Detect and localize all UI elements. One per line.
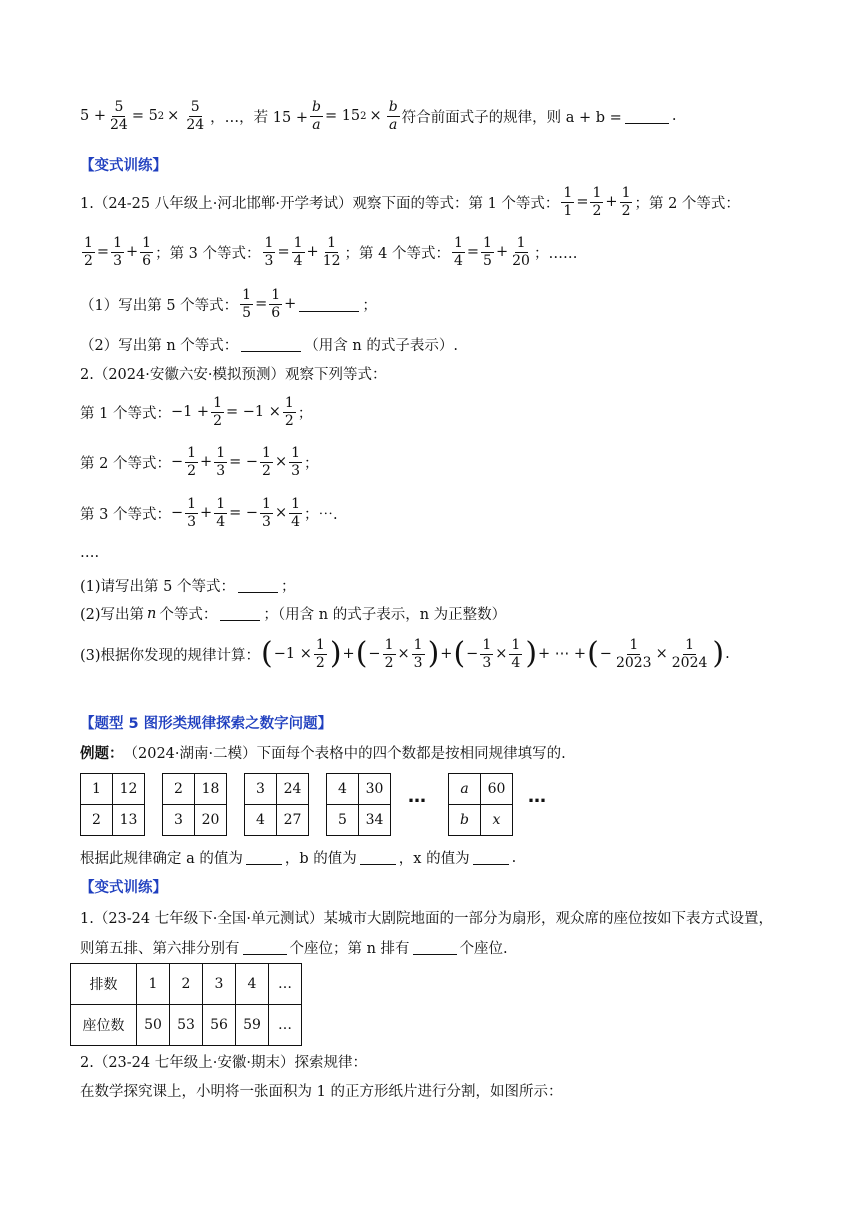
answer-blank[interactable]: [241, 337, 301, 352]
answer-blank[interactable]: [299, 297, 359, 312]
problem-1-line-1: 1.（24-25 八年级上·河北邯郸·开学考试）观察下面的等式：第 1 个等式： $\frac{1}{1}$ = $\frac{1}{2}$ + $\frac{1}{2}$ ；第 2 个等式：: [80, 185, 740, 219]
answer-blank[interactable]: [625, 109, 669, 124]
answer-blank[interactable]: [360, 850, 396, 865]
equation-line-1: 5 + $\frac{5}{24}$ = 5 2 × $\frac{5}{24}$ ，…，若 15 + $\frac{b}{a}$ = 15 2 × $\frac{b}{a}$ 符合前面式子的规律，则 a + b = .: [80, 99, 677, 133]
fraction: $\frac{5}{24}$: [109, 99, 128, 133]
fraction: $\frac{5}{24}$: [186, 99, 205, 133]
answer-blank[interactable]: [413, 940, 457, 955]
problem-1-question-1: （1）写出第 5 个等式： $\frac{1}{5}$ = $\frac{1}{6}$ + ；: [80, 287, 377, 321]
number-table-4: 4 30 5 34: [326, 773, 391, 836]
ellipsis: …: [408, 786, 427, 807]
answer-blank[interactable]: [246, 850, 282, 865]
number-table-2: 2 18 3 20: [162, 773, 227, 836]
fraction: $\frac{b}{a}$: [388, 99, 398, 133]
text: 5 +: [80, 108, 106, 125]
section-heading: 【变式训练】: [80, 880, 167, 896]
answer-blank[interactable]: [238, 578, 278, 593]
number-table-1: 1 12 2 13: [80, 773, 145, 836]
text: = 5: [131, 108, 158, 125]
example-intro: 例题： （2024·湖南·二模）下面每个表格中的四个数都是按相同规律填写的.: [80, 745, 566, 762]
problem-2-question-2: (2)写出第 n 个等式： ；（用含 n 的式子表示，n 为正整数）: [80, 605, 507, 623]
problem-4-line-1: 2.（23-24 七年级上·安徽·期末）探索规律：: [80, 1055, 367, 1071]
problem-3-line-1: 1.（23-24 七年级下·全国·单元测试）某城市大剧院地面的一部分为扇形，观众席的座位按如下表方式设置，: [80, 911, 773, 927]
ellipsis: …: [528, 786, 547, 807]
problem-2-dots: ….: [80, 545, 100, 561]
section-heading: 【题型 5 图形类规律探索之数字问题】: [80, 716, 333, 732]
problem-2-intro: 2.（2024·安徽六安·模拟预测）观察下列等式：: [80, 367, 387, 383]
problem-4-line-2: 在数学探究课上，小明将一张面积为 1 的正方形纸片进行分割，如图所示：: [80, 1084, 563, 1100]
problem-2-eq-2: 第 2 个等式： − $\frac{1}{2}$ + $\frac{1}{3}$ = − $\frac{1}{2}$ × $\frac{1}{3}$ ；: [80, 445, 319, 479]
answer-blank[interactable]: [473, 850, 509, 865]
problem-2-eq-3: 第 3 个等式： − $\frac{1}{3}$ + $\frac{1}{4}$ = − $\frac{1}{3}$ × $\frac{1}{4}$ ；⋯.: [80, 496, 338, 530]
number-table-3: 3 24 4 27: [244, 773, 309, 836]
problem-2-eq-1: 第 1 个等式： −1 + $\frac{1}{2}$ = −1 × $\frac{1}{2}$ ；: [80, 395, 313, 429]
problem-1-line-2: $\frac{1}{2}$ = $\frac{1}{3}$ + $\frac{1}{6}$ ；第 3 个等式： $\frac{1}{3}$ = $\frac{1}{4}$ + $\frac{1}{12}$ ；第 4 个等式： $\frac{1}{4}$ = $\frac{1}{5}$ + $\frac{1}{20}$ ；……: [84, 235, 578, 269]
problem-1-question-2: （2）写出第 n 个等式： （用含 n 的式子表示）.: [80, 338, 458, 354]
seat-table: 排数 1 2 3 4 … 座位数 50 53 56 59 …: [70, 963, 302, 1046]
problem-2-question-1: (1)请写出第 5 个等式： ；: [80, 579, 296, 595]
fraction: $\frac{b}{a}$: [311, 99, 321, 133]
answer-blank[interactable]: [243, 940, 287, 955]
section-heading: 【变式训练】: [80, 158, 167, 174]
problem-3-line-2: 则第五排、第六排分别有 个座位；第 n 排有 个座位.: [80, 941, 508, 957]
number-table-5: a 60 b x: [448, 773, 513, 836]
answer-blank[interactable]: [220, 606, 260, 621]
example-question: 根据此规律确定 a 的值为 ，b 的值为 ，x 的值为 .: [80, 849, 517, 867]
problem-2-question-3: (3)根据你发现的规律计算： ( −1 × $\frac{1}{2}$ ) + ( − $\frac{1}{2}$ × $\frac{1}{3}$ ) + ( − $\frac{1}{3}$ × $\frac{1}{4}$ ) + ⋯ + ( − $\frac{1}{2023}$ × $\frac{1}{2024}$ ) .: [80, 636, 730, 672]
